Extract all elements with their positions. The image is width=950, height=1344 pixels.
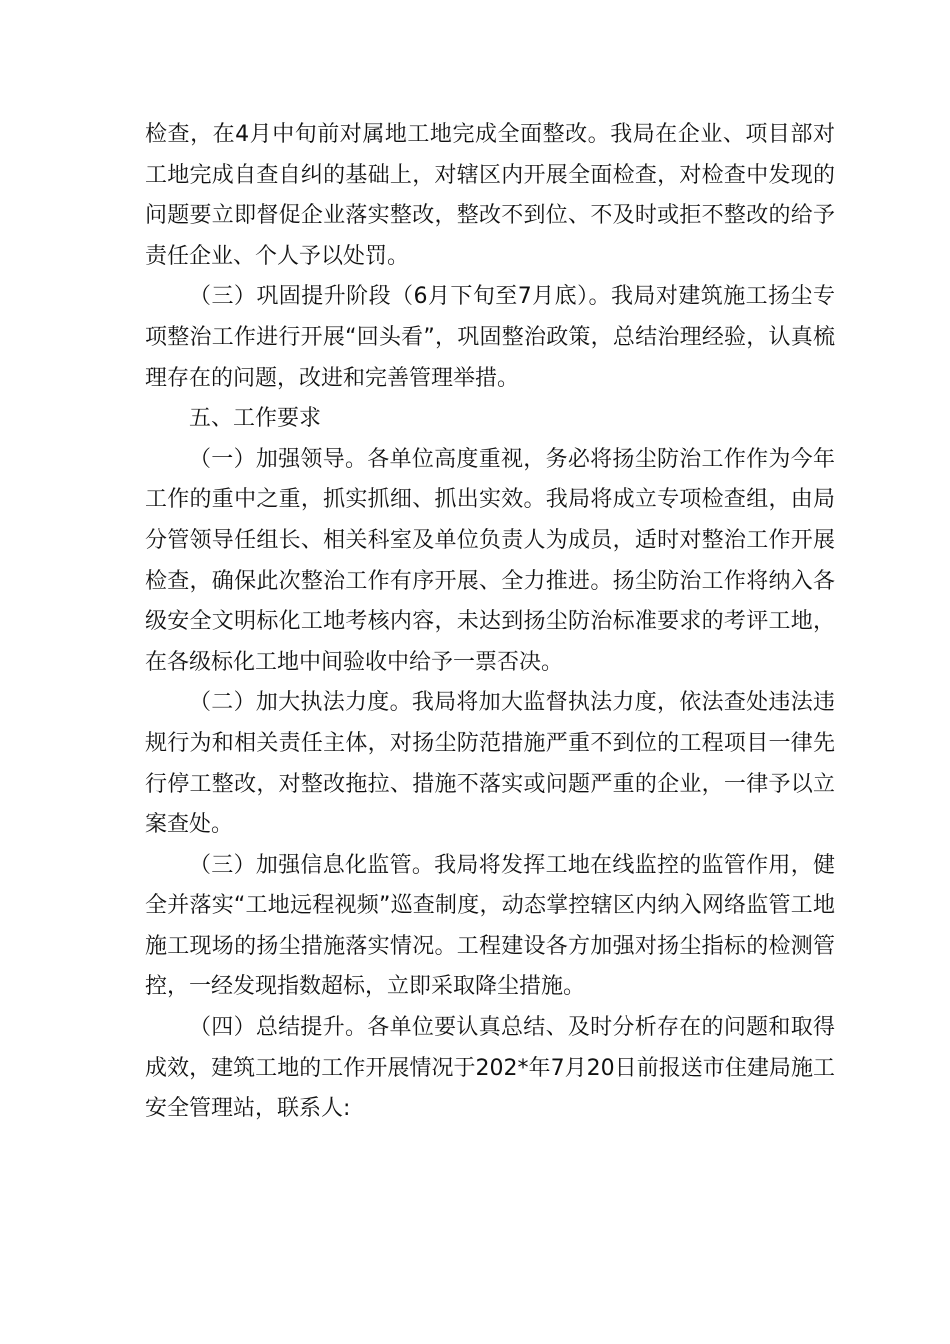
- section-heading-work-requirements: 五、工作要求: [189, 406, 322, 432]
- paragraph-requirement-four: （四）总结提升。各单位要认真总结、及时分析存在的问题和取得成效，建筑工地的工作开展情况于202*年7月20日前报送市住建局施工安全管理站，联系人:: [145, 1015, 835, 1122]
- paragraph-requirement-three: （三）加强信息化监管。我局将发挥工地在线监控的监管作用，健全并落实“工地远程视频”巡查制度，动态掌控辖区内纳入网络监管工地施工现场的扬尘措施落实情况。工程建设各方加强对扬尘指标的检测管控，一经发现指数超标，立即采取降尘措施。: [145, 852, 835, 1000]
- paragraph-inspection-continued: 检查，在4月中旬前对属地工地完成全面整改。我局在企业、项目部对工地完成自查自纠的基础上，对辖区内开展全面检查，对检查中发现的问题要立即督促企业落实整改，整改不到位、不及时或拒不整改的给予责任企业、个人予以处罚。: [145, 122, 835, 269]
- paragraph-requirement-two: （二）加大执法力度。我局将加大监督执法力度，依法查处违法违规行为和相关责任主体，对扬尘防范措施严重不到位的工程项目一律先行停工整改，对整改拖拉、措施不落实或问题严重的企业，一律予以立案查处。: [145, 690, 835, 838]
- paragraph-stage-three: （三）巩固提升阶段（6月下旬至7月底）。我局对建筑施工扬尘专项整治工作进行开展“回头看”，巩固整治政策，总结治理经验，认真梳理存在的问题，改进和完善管理举措。: [145, 284, 835, 391]
- document-body: [145, 115, 835, 1130]
- paragraph-requirement-one: （一）加强领导。各单位高度重视，务必将扬尘防治工作作为今年工作的重中之重，抓实抓细、抓出实效。我局将成立专项检查组，由局分管领导任组长、相关科室及单位负责人为成员，适时对整治工作开展检查，确保此次整治工作有序开展、全力推进。扬尘防治工作将纳入各级安全文明标化工地考核内容，未达到扬尘防治标准要求的考评工地，在各级标化工地中间验收中给予一票否决。: [145, 446, 835, 675]
